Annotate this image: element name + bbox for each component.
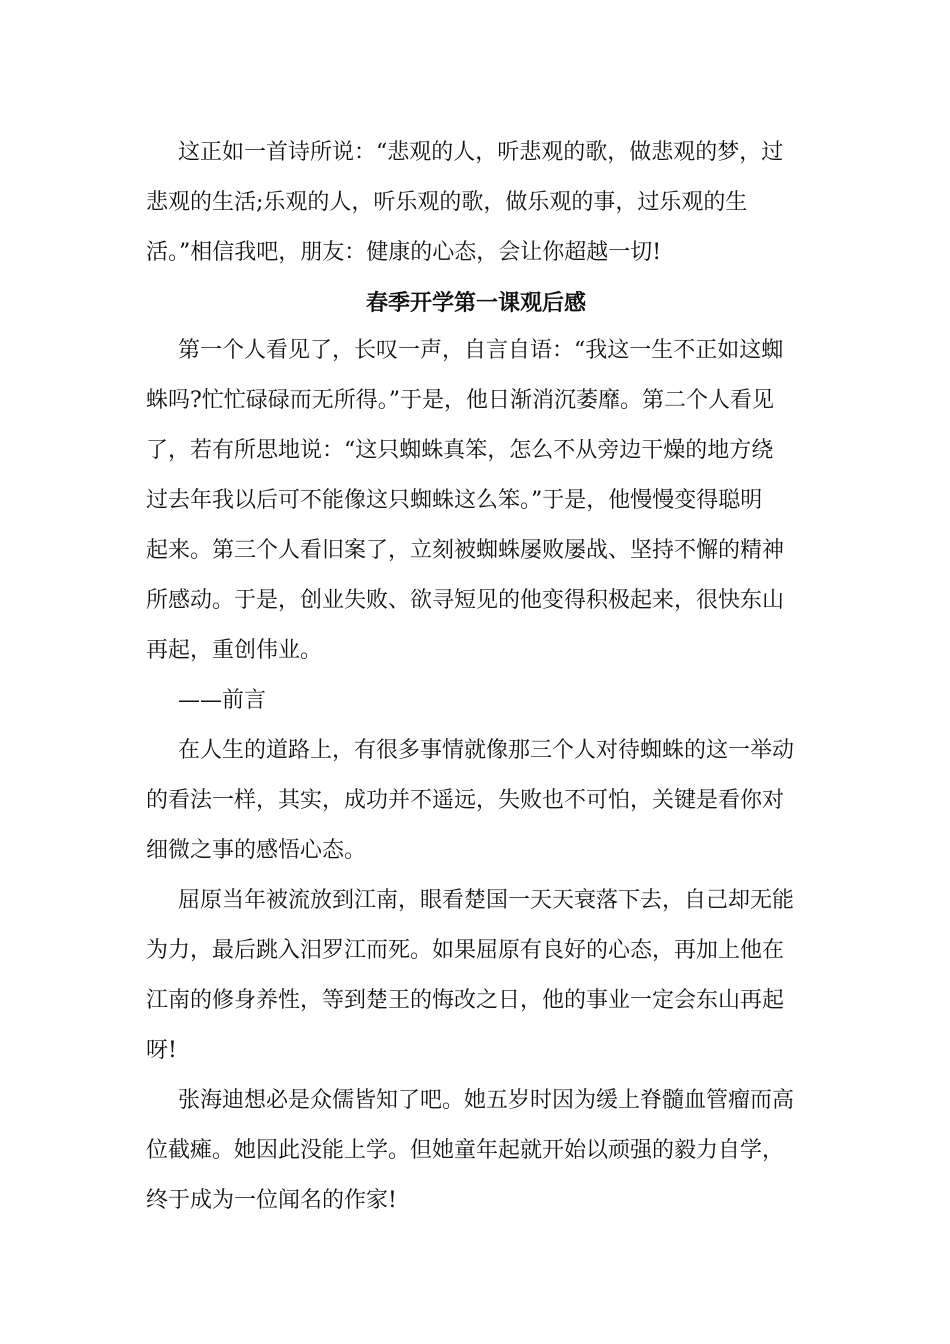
paragraph-line: 江南的修身养性，等到楚王的悔改之日，他的事业一定会东山再起 <box>146 988 785 1013</box>
paragraph-line: 位截瘫。她因此没能上学。但她童年起就开始以顽强的毅力自学， <box>146 1138 785 1163</box>
paragraph-line: 活。”相信我吧，朋友：健康的心态，会让你超越一切! <box>146 240 662 265</box>
paragraph-line: 第一个人看见了，长叹一声，自言自语：“我这一生不正如这蜘 <box>178 338 784 363</box>
paragraph-line: 的看法一样，其实，成功并不遥远，失败也不可怕，关键是看你对 <box>146 788 785 813</box>
paragraph-line: 过去年我以后可不能像这只蜘蛛这么笨。”于是，他慢慢变得聪明 <box>146 488 763 513</box>
preface-label: ——前言 <box>178 688 267 713</box>
paragraph-line: 再起，重创伟业。 <box>146 638 323 663</box>
paragraph-line: 细微之事的感悟心态。 <box>146 838 367 863</box>
paragraph-line: 终于成为一位闻名的作家! <box>146 1188 397 1213</box>
paragraph-line: 张海迪想必是众儒皆知了吧。她五岁时因为缓上脊髓血管瘤而高 <box>178 1088 795 1113</box>
paragraph-line: 了，若有所思地说：“这只蜘蛛真笨，怎么不从旁边干燥的地方绕 <box>146 438 774 463</box>
paragraph-line: 呀! <box>146 1038 177 1063</box>
paragraph-line: 蛛吗?忙忙碌碌而无所得。”于是，他日渐消沉萎靡。第二个人看见 <box>146 388 775 413</box>
paragraph-line: 所感动。于是，创业失败、欲寻短见的他变得积极起来，很快东山 <box>146 588 785 613</box>
paragraph-line: 悲观的生活;乐观的人，听乐观的歌，做乐观的事，过乐观的生 <box>146 190 748 215</box>
paragraph-line: 这正如一首诗所说：“悲观的人，听悲观的歌，做悲观的梦，过 <box>178 140 784 165</box>
paragraph-line: 为力，最后跳入汨罗江而死。如果屈原有良好的心态，再加上他在 <box>146 938 785 963</box>
paragraph-line: 屈原当年被流放到江南，眼看楚国一天天衰落下去，自己却无能 <box>178 888 795 913</box>
paragraph-line: 起来。第三个人看旧案了，立刻被蜘蛛屡败屡战、坚持不懈的精神 <box>146 538 785 563</box>
paragraph-line: 在人生的道路上，有很多事情就像那三个人对待蜘蛛的这一举动 <box>178 738 795 763</box>
article-title: 春季开学第一课观后感 <box>365 290 586 316</box>
